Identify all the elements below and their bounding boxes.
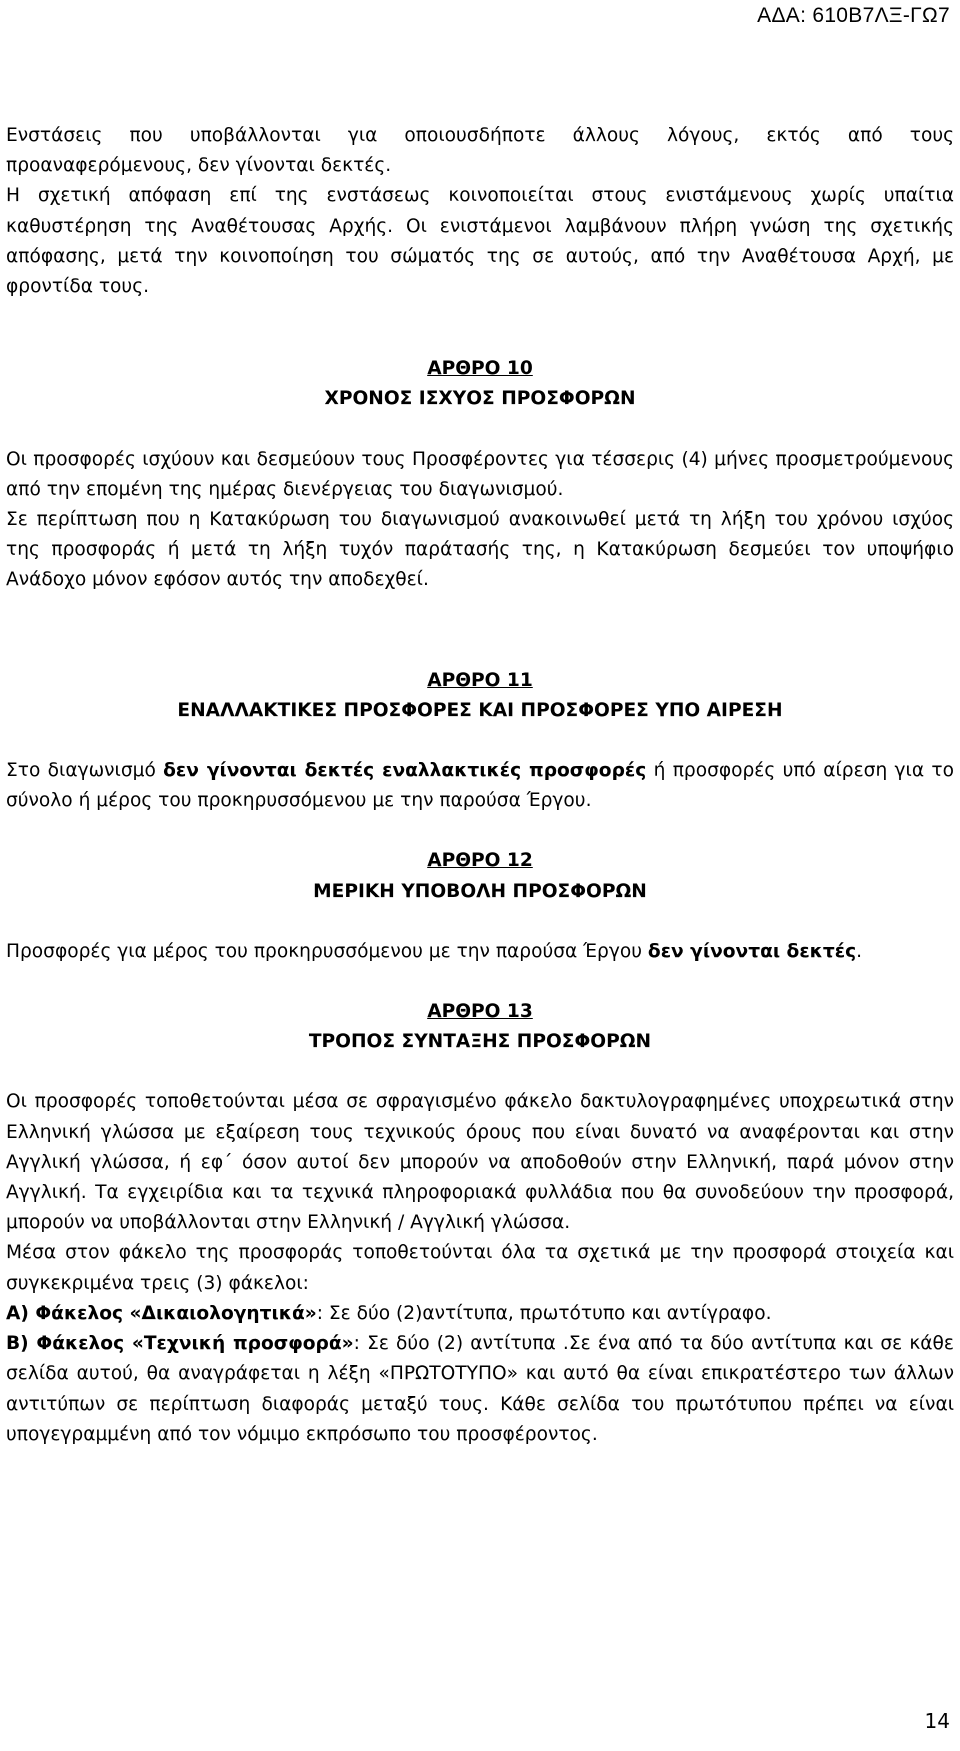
article-11-number: ΑΡΘΡΟ 11 xyxy=(427,669,533,691)
intro-paragraph-2: Η σχετική απόφαση επί της ενστάσεως κοινοποιείται στους ενιστάμενους χωρίς υπαίτια καθυστέρηση της Αναθέτουσας Αρχής. Οι ενιστάμενοι λαμβάνουν πλήρη γνώση της σχετικής απόφασης, μετά την κοινοποίηση του σώματός της σε αυτούς, από την Αναθέτουσα Αρχή, με φροντίδα τους. xyxy=(6,185,954,298)
article-10-title: ΧΡΟΝΟΣ ΙΣΧΥΟΣ ΠΡΟΣΦΟΡΩΝ xyxy=(324,388,636,410)
article-11-paragraph: Στο διαγωνισμό δεν γίνονται δεκτές εναλλακτικές προσφορές ή προσφορές υπό αίρεση για το σύνολο ή μέρος του προκηρυσσόμενου με την παρούσα Έργου. xyxy=(6,760,955,812)
article-12-paragraph: Προσφορές για μέρος του προκηρυσσόμενου με την παρούσα Έργου δεν γίνονται δεκτές. xyxy=(6,940,863,962)
article-12-heading xyxy=(6,846,954,876)
article-12-title: ΜΕΡΙΚΗ ΥΠΟΒΟΛΗ ΠΡΟΣΦΟΡΩΝ xyxy=(313,880,647,902)
article-13-item-b: Β) Φάκελος «Τεχνική προσφορά»: Σε δύο (2) αντίτυπα .Σε ένα από τα δύο αντίτυπα και σε κάθε σελίδα αυτού, θα αναγράφεται η λέξη «ΠΡΩΤΟΤΥΠΟ» και αυτό θα είναι επικρατέστερο των άλλων αντιτύπων σε περίπτωση διαφοράς μεταξύ τους. Κάθε σελίδα του πρωτότυπου πρέπει να είναι υπογεγραμμένη από τον νόμιμο εκπρόσωπο του προσφέροντος. xyxy=(6,1333,954,1445)
intro-paragraph-1: Ενστάσεις που υποβάλλονται για οποιουσδήποτε άλλους λόγους, εκτός από τους προαναφερόμενους, δεν γίνονται δεκτές. xyxy=(6,125,954,177)
article-10-paragraph-2: Σε περίπτωση που η Κατακύρωση του διαγωνισμού ανακοινωθεί μετά τη λήξη του χρόνου ισχύος της προσφοράς ή μετά τη λήξη τυχόν παράτασής της, η Κατακύρωση δεσμεύει τον υποψήφιο Ανάδοχο μόνον εφόσον αυτός την αποδεχθεί. xyxy=(6,509,954,591)
document-body xyxy=(6,121,954,1450)
article-13-heading xyxy=(6,997,954,1027)
article-10-paragraph-1: Οι προσφορές ισχύουν και δεσμεύουν τους Προσφέροντες για τέσσερις (4) μήνες προσμετρούμενους από την επομένη της ημέρας διενέργειας του διαγωνισμού. xyxy=(6,448,954,500)
article-10-number: ΑΡΘΡΟ 10 xyxy=(427,358,533,380)
article-13-item-b-label: Β) Φάκελος «Τεχνική προσφορά» xyxy=(6,1333,354,1355)
article-10-heading xyxy=(6,354,954,384)
article-13-paragraph-2: Μέσα στον φάκελο της προσφοράς τοποθετούνται όλα τα σχετικά με την προσφορά στοιχεία και συγκεκριμένα τρεις (3) φάκελοι: xyxy=(6,1242,954,1294)
article-13-title: ΤΡΟΠΟΣ ΣΥΝΤΑΞΗΣ ΠΡΟΣΦΟΡΩΝ xyxy=(308,1031,652,1053)
article-13-item-a: Α) Φάκελος «Δικαιολογητικά»: Σε δύο (2)αντίτυπα, πρωτότυπο και αντίγραφο. xyxy=(6,1302,772,1324)
article-11-title: ΕΝΑΛΛΑΚΤΙΚΕΣ ΠΡΟΣΦΟΡΕΣ ΚΑΙ ΠΡΟΣΦΟΡΕΣ ΥΠΟ ΑΙΡΕΣΗ xyxy=(177,699,783,721)
page-number: 14 xyxy=(924,1709,950,1733)
article-12-emphasis: δεν γίνονται δεκτές xyxy=(647,940,857,962)
article-13-item-a-label: Α) Φάκελος «Δικαιολογητικά» xyxy=(6,1302,317,1324)
article-11-heading xyxy=(6,666,954,696)
article-12-number: ΑΡΘΡΟ 12 xyxy=(427,850,533,872)
document-ada-code: ΑΔΑ: 610Β7ΛΞ-ΓΩ7 xyxy=(757,4,950,27)
article-13-number: ΑΡΘΡΟ 13 xyxy=(427,1001,533,1023)
article-13-paragraph-1: Οι προσφορές τοποθετούνται μέσα σε σφραγισμένο φάκελο δακτυλογραφημένες υποχρεωτικά στην Ελληνική γλώσσα με εξαίρεση τους τεχνικούς όρους που είναι δυνατό να αναφέρονται και στην Αγγλική γλώσσα, ή εφ΄ όσον αυτοί δεν μπορούν να αποδοθούν στην Ελληνική, παρά μόνον στην Αγγλική. Τα εγχειρίδια και τα τεχνικά πληροφοριακά φυλλάδια που θα συνοδεύουν την προσφορά, μπορούν να υποβάλλονται στην Ελληνική / Αγγλική γλώσσα. xyxy=(6,1091,954,1234)
article-11-emphasis: δεν γίνονται δεκτές εναλλακτικές προσφορές xyxy=(163,760,647,782)
